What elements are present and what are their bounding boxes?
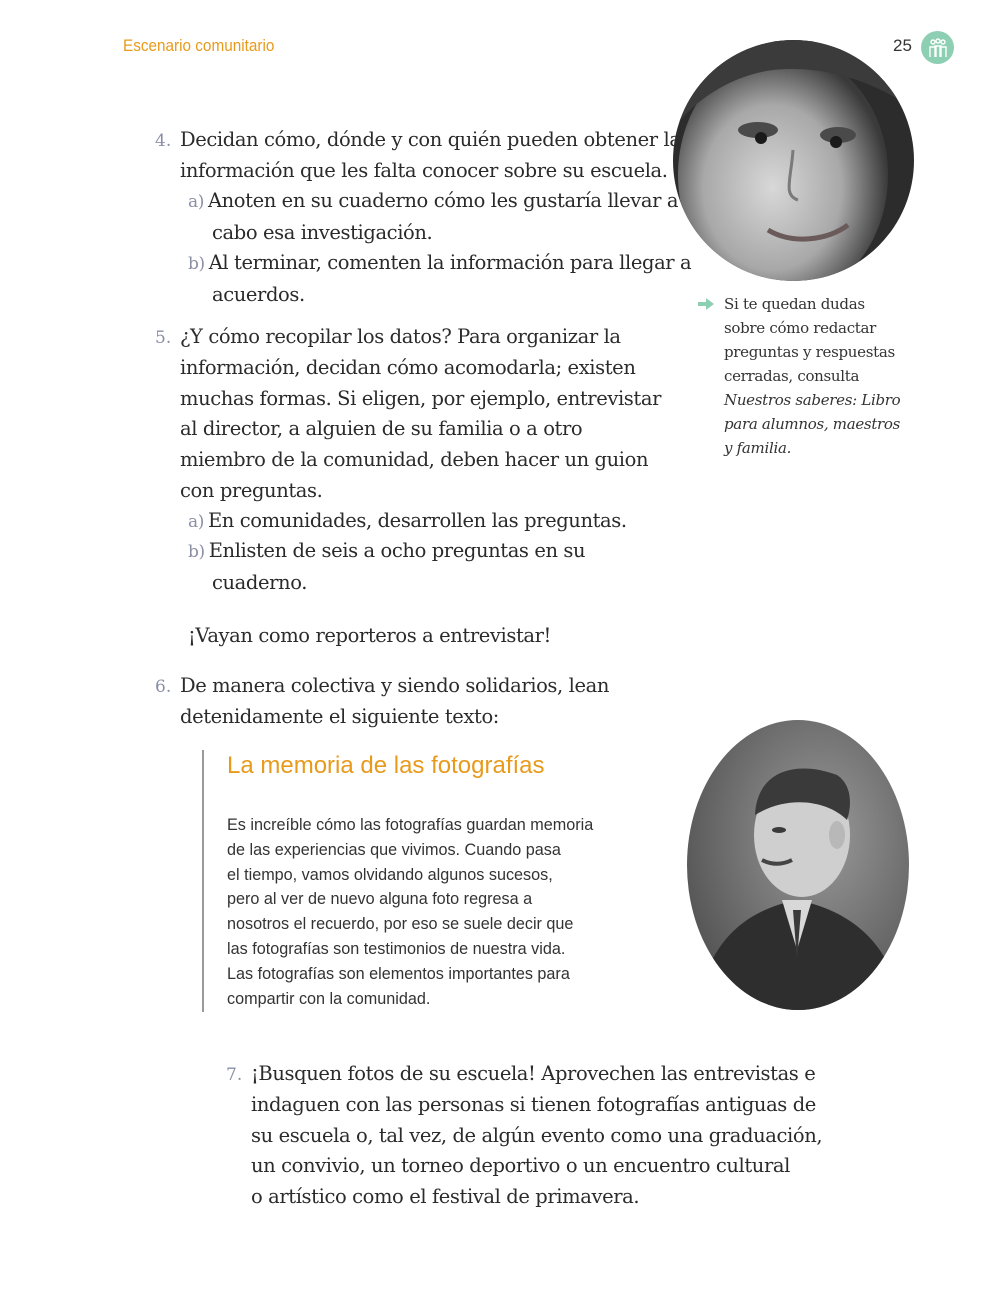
text-line: su escuela o, tal vez, de algún evento como una graduación,	[251, 1123, 823, 1147]
text-line: nosotros el recuerdo, por eso se suele decir que	[227, 915, 574, 934]
arrow-right-icon	[698, 295, 714, 314]
text-line: ¡Busquen fotos de su escuela! Aprovechen las entrevistas e	[251, 1062, 816, 1085]
text-line: cuaderno.	[212, 570, 308, 594]
text-line: acuerdos.	[212, 282, 305, 306]
book-title-line: Nuestros saberes: Libro	[724, 391, 901, 409]
text-line: de las experiencias que vivimos. Cuando pasa	[227, 840, 561, 859]
text-line: cerradas, consulta	[724, 367, 860, 385]
section-title: Escenario comunitario	[123, 36, 275, 55]
reading-title: La memoria de las fotografías	[227, 752, 545, 779]
subitem-letter: a)	[188, 192, 204, 212]
text-line: Las fotografías son elementos importantes para	[227, 964, 570, 983]
text-line: preguntas y respuestas	[724, 343, 895, 361]
text-line: un convivio, un torneo deportivo o un encuentro cultural	[251, 1154, 790, 1178]
subitem-letter: b)	[188, 542, 205, 562]
item-number: 7.	[226, 1065, 243, 1085]
text-line: las fotografías son testimonios de nuestra vida.	[227, 939, 566, 958]
community-people-icon	[921, 31, 954, 64]
reading-body	[227, 813, 657, 1011]
text-line: con preguntas.	[180, 478, 323, 502]
text-line: pero al ver de nuevo alguna foto regresa a	[227, 890, 533, 909]
item-number: 6.	[155, 677, 172, 697]
text-line: ¿Y cómo recopilar los datos? Para organizar la	[180, 325, 621, 348]
closing-line: ¡Vayan como reporteros a entrevistar!	[188, 624, 551, 647]
subitem-letter: a)	[188, 512, 204, 532]
subitem-4a	[188, 186, 678, 249]
text-line: información, decidan cómo acomodarla; existen	[180, 355, 636, 379]
item-7-text	[251, 1059, 822, 1213]
subitem-5b	[188, 536, 585, 599]
subitem-4b	[188, 248, 691, 311]
text-line: o artístico como el festival de primavera.	[251, 1185, 640, 1209]
item-5-text	[180, 322, 661, 507]
item-number: 5.	[155, 328, 172, 348]
text-line: Anoten en su cuaderno cómo les gustaría llevar a	[207, 189, 679, 212]
text-line: De manera colectiva y siendo solidarios, lean	[180, 674, 609, 697]
text-line: Enlisten de seis a ocho preguntas en su	[208, 539, 586, 562]
text-line: sobre cómo redactar	[724, 319, 877, 337]
subitem-5a	[188, 506, 627, 538]
item-4-text	[180, 125, 681, 187]
text-line: cabo esa investigación.	[212, 220, 433, 244]
text-line: el tiempo, vamos olvidando algunos sucesos,	[227, 865, 553, 884]
text-line: indaguen con las personas si tienen fotografías antiguas de	[251, 1092, 816, 1116]
text-line: Al terminar, comenten la información para llegar a	[208, 251, 692, 274]
item-number: 4.	[155, 131, 172, 151]
text-line: información que les falta conocer sobre su escuela.	[180, 158, 668, 182]
text-line: Decidan cómo, dónde y con quién pueden obtener la	[180, 128, 681, 151]
text-line: detenidamente el siguiente texto:	[180, 704, 499, 728]
text-line: Si te quedan dudas	[724, 295, 865, 313]
subitem-letter: b)	[188, 254, 205, 274]
text-line: compartir con la comunidad.	[227, 989, 431, 1008]
side-note	[724, 292, 914, 460]
text-line: En comunidades, desarrollen las preguntas.	[207, 509, 627, 532]
girl-portrait-photo	[673, 40, 914, 281]
book-title-line: y familia.	[724, 439, 792, 457]
text-line: al director, a alguien de su familia o a otro	[180, 417, 583, 441]
page-number: 25	[893, 36, 912, 55]
reading-divider	[202, 750, 204, 1012]
book-title-line: para alumnos, maestros	[724, 415, 901, 433]
text-line: miembro de la comunidad, deben hacer un guion	[180, 448, 649, 472]
text-line: Es increíble cómo las fotografías guardan memoria	[227, 816, 594, 834]
man-portrait-photo	[687, 720, 909, 1010]
text-line: muchas formas. Si eligen, por ejemplo, entrevistar	[180, 386, 662, 410]
item-6-text	[180, 671, 609, 733]
